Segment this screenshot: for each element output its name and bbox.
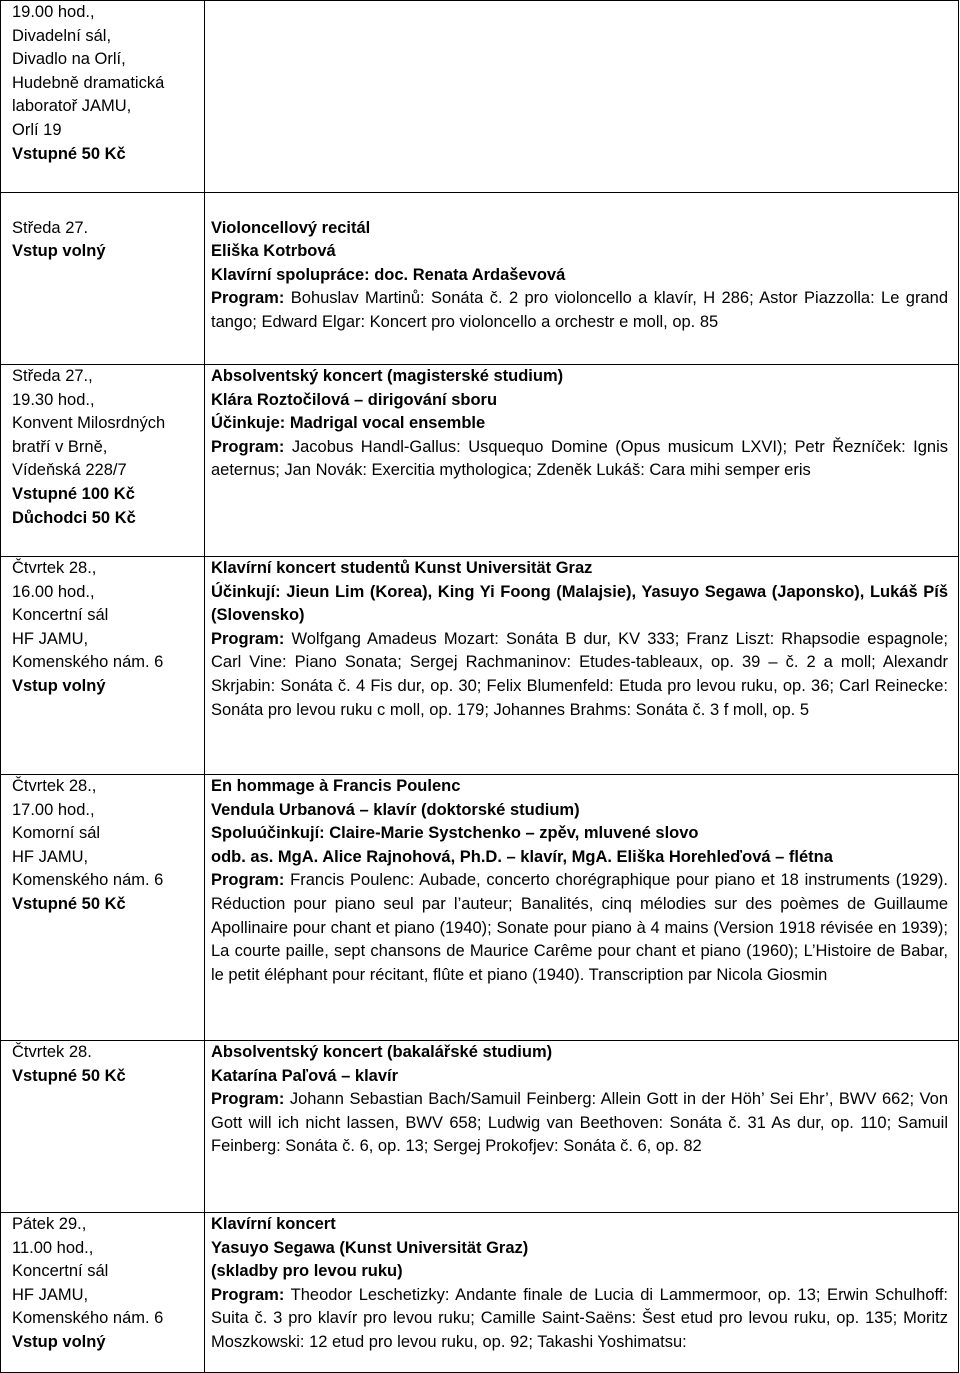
venue-cell xyxy=(1,1213,205,1373)
program-label: Program: xyxy=(211,289,285,308)
date-line: Čtvrtek 28. xyxy=(12,1043,92,1061)
program-label: Program: xyxy=(211,629,285,648)
venue-line: laboratoř JAMU, xyxy=(12,97,132,116)
admission-label: Vstupné 50 Kč xyxy=(12,894,126,913)
program-row xyxy=(1,1213,959,1373)
venue-line: Koncertní sál xyxy=(12,1262,109,1281)
venue-line: Komorní sál xyxy=(12,824,101,843)
program-label: Program: xyxy=(211,871,285,890)
date-line: Středa 27. xyxy=(12,218,89,237)
venue-line: bratří v Brně, xyxy=(12,437,108,456)
venue-line: HF JAMU, xyxy=(12,847,89,866)
admission-label: Vstup volný xyxy=(12,242,106,261)
event-cell xyxy=(205,1,959,193)
program-label: Program: xyxy=(211,1090,285,1109)
event-title: En hommage à Francis Poulenc xyxy=(211,777,461,795)
program-text xyxy=(211,628,948,722)
venue-line: Divadlo na Orlí, xyxy=(12,50,126,69)
event-title: Klavírní koncert studentů Kunst Universität Graz xyxy=(211,559,593,577)
program-text xyxy=(211,1284,948,1355)
program-row xyxy=(1,193,959,365)
performer-line: odb. as. MgA. Alice Rajnohová, Ph.D. – klavír, MgA. Eliška Horehleďová – flétna xyxy=(211,847,833,866)
admission-label: Vstupné 50 Kč xyxy=(12,1066,126,1085)
program-text xyxy=(211,1088,948,1159)
venue-line: Komenského nám. 6 xyxy=(12,1309,164,1328)
venue-line: 11.00 hod., xyxy=(12,1238,94,1257)
program-body: Johann Sebastian Bach/Samuil Feinberg: Allein Gott in der Höh’ Sei Ehr’, BWV 662; Von Gott will ich nicht lassen, BWV 658; Ludwig van Beethoven: Sonáta č. 31 As dur, op. 110; Samuil Feinberg: Sonáta č. 6, op. 13; Sergej Prokofjev: Sonáta č. 6, op. 82 xyxy=(211,1090,948,1156)
event-cell xyxy=(205,1213,959,1373)
performer-line: Účinkuje: Madrigal vocal ensemble xyxy=(211,414,486,433)
admission-label: Vstup volný xyxy=(12,676,106,695)
event-title: Absolventský koncert (bakalářské studium) xyxy=(211,1043,553,1061)
performer-line: Spoluúčinkují: Claire-Marie Systchenko – zpěv, mluvené slovo xyxy=(211,824,699,843)
program-label: Program: xyxy=(211,437,285,456)
event-cell xyxy=(205,557,959,775)
performer-line: Eliška Kotrbová xyxy=(211,242,336,261)
performer-line: Katarína Paľová – klavír xyxy=(211,1066,399,1085)
event-cell xyxy=(205,193,959,365)
performer-line: Vendula Urbanová – klavír (doktorské studium) xyxy=(211,800,580,819)
admission-label: Důchodci 50 Kč xyxy=(12,508,136,527)
venue-cell xyxy=(1,365,205,557)
performer-line: Klára Roztočilová – dirigování sboru xyxy=(211,390,498,409)
date-cell xyxy=(1,1041,205,1213)
program-row xyxy=(1,365,959,557)
program-body: Francis Poulenc: Aubade, concerto chorégraphique pour piano et 18 instruments (1929). Réduction pour piano seul par l’auteur; Banalités, cinq mélodies sur des poèmes de Guillaume Apollinaire pour chant et piano (1940); Sonate pour piano à 4 mains (Version 1918 révisée en 1939); La courte paille, sept chansons de Maurice Carême pour chant et piano (1960); L’Histoire de Babar, le petit éléphant pour récitant, flûte et piano (1940). Transcription par Nicola Giosmin xyxy=(211,871,948,984)
program-body: Jacobus Handl-Gallus: Usquequo Domine (Opus musicum LXVI); Petr Řezníček: Ignis aeternus; Jan Novák: Exercitia mythologica; Zdeněk Lukáš: Cara mihi semper eris xyxy=(211,437,948,480)
event-title: Klavírní koncert xyxy=(211,1215,336,1233)
venue-line: 16.00 hod., xyxy=(12,582,95,601)
event-cell xyxy=(205,365,959,557)
venue-line: Středa 27., xyxy=(12,367,93,385)
venue-cell xyxy=(1,557,205,775)
event-title: Violoncellový recitál xyxy=(211,218,371,237)
program-row xyxy=(1,557,959,775)
venue-line: Konvent Milosrdných xyxy=(12,414,166,433)
performer-line: Yasuyo Segawa (Kunst Universität Graz) xyxy=(211,1238,529,1257)
venue-line: Komenského nám. 6 xyxy=(12,653,164,672)
venue-line: Koncertní sál xyxy=(12,606,109,625)
program-body: Bohuslav Martinů: Sonáta č. 2 pro violoncello a klavír, H 286; Astor Piazzolla: Le grand tango; Edward Elgar: Koncert pro violoncello a orchestr e moll, op. 85 xyxy=(211,289,948,331)
venue-line: Čtvrtek 28., xyxy=(12,559,97,577)
performer-line: Klavírní spolupráce: doc. Renata Ardaševová xyxy=(211,265,566,284)
performer-line: (skladby pro levou ruku) xyxy=(211,1262,403,1281)
venue-line: HF JAMU, xyxy=(12,1285,89,1304)
venue-cell xyxy=(1,1,205,193)
admission-label: Vstupné 50 Kč xyxy=(12,144,126,163)
program-text xyxy=(211,869,948,987)
venue-line: HF JAMU, xyxy=(12,629,89,648)
admission-label: Vstup volný xyxy=(12,1332,106,1351)
event-title: Absolventský koncert (magisterské studium) xyxy=(211,367,564,385)
venue-line: Orlí 19 xyxy=(12,120,62,139)
venue-line: Pátek 29., xyxy=(12,1215,87,1233)
venue-line: Čtvrtek 28., xyxy=(12,777,97,795)
admission-label: Vstupné 100 Kč xyxy=(12,484,135,503)
venue-line: Vídeňská 228/7 xyxy=(12,461,127,480)
venue-line: Komenského nám. 6 xyxy=(12,871,164,890)
program-text xyxy=(211,436,948,483)
date-cell xyxy=(1,193,205,365)
program-label: Program: xyxy=(211,1285,285,1304)
event-cell xyxy=(205,775,959,1041)
program-body: Theodor Leschetizky: Andante finale de Lucia di Lammermoor, op. 13; Erwin Schulhoff: Suita č. 3 pro klavír pro levou ruku; Camille Saint-Saëns: Šest etud pro levou ruku, op. 135; Moritz Moszkowski: 12 etud pro levou ruku, op. 92; Takashi Yoshimatsu: xyxy=(211,1285,948,1351)
program-body: Wolfgang Amadeus Mozart: Sonáta B dur, KV 333; Franz Liszt: Rhapsodie espagnole; Carl Vine: Piano Sonata; Sergej Rachmaninov: Etudes-tableaux, op. 39 – č. 2 a moll; Alexandr Skrjabin: Sonáta č. 4 Fis dur, op. 30; Felix Blumenfeld: Etuda pro levou ruku, op. 36; Carl Reinecke: Sonáta pro levou ruku c moll, op. 179; Johannes Brahms: Sonáta č. 3 f moll, op. 5 xyxy=(211,629,948,719)
venue-line: Hudebně dramatická xyxy=(12,73,165,92)
venue-cell xyxy=(1,775,205,1041)
program-text xyxy=(211,287,948,334)
performer-line: Účinkují: Jieun Lim (Korea), King Yi Foong (Malajsie), Yasuyo Segawa (Japonsko), Lukáš Píš (Slovensko) xyxy=(211,582,948,625)
venue-line: 19.30 hod., xyxy=(12,390,95,409)
program-row xyxy=(1,775,959,1041)
venue-line: 19.00 hod., xyxy=(12,3,95,21)
venue-line: 17.00 hod., xyxy=(12,800,95,819)
program-row xyxy=(1,1041,959,1213)
event-cell xyxy=(205,1041,959,1213)
venue-line: Divadelní sál, xyxy=(12,26,112,45)
program-row xyxy=(1,1,959,193)
